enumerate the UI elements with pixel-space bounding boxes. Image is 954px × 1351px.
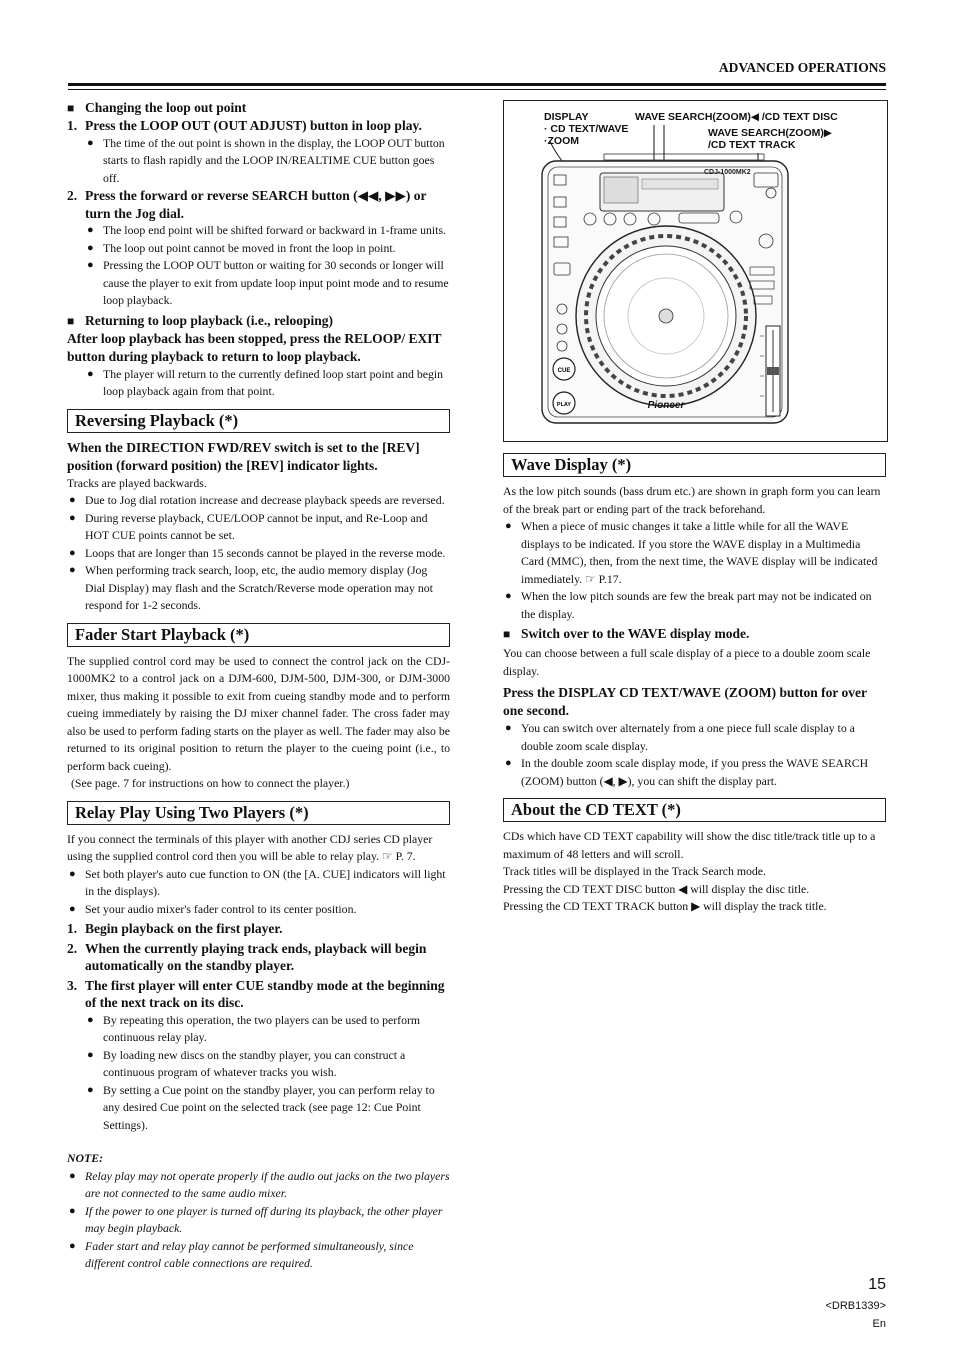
list-item: ● Set your audio mixer's fader control to its center position. [67,901,450,919]
note-list [67,1168,450,1273]
list-item: ● By setting a Cue point on the standby player, you can perform relay to any desired Cue point on the selected track (see page 12: Cue Point Settings). [85,1082,450,1135]
relay-step-3: 3. The first player will enter CUE standby mode at the beginning of the next track on its disc. [67,977,445,1010]
list-item: ● By loading new discs on the standby player, you can construct a continuous program of whatever tracks you wish. [85,1047,450,1082]
cdj-panel-drawing [504,101,887,441]
cdtext-line-4: Pressing the CD TEXT TRACK button ▶ will display the track title. [503,899,827,913]
list-item: ● Set both player's auto cue function to ON (the [A. CUE] indicators will light in the displays). [67,866,450,901]
header-rule-thick [68,83,886,86]
list-item: ● When a piece of music changes it take a little while for all the WAVE displays to be indicated. If you store the WAVE display in a Multimedia Card (MMC), then, from the next time, the WAVE display will be indicated immediately. ☞ P.17. [503,518,886,588]
callout-wave-right: WAVE SEARCH(ZOOM)▶ /CD TEXT TRACK [708,127,832,151]
list-item: ● Pressing the LOOP OUT button or waiting for 30 seconds or longer will cause the player to exit from update loop input point mode and to resume loop playback. [85,257,450,310]
callout-wave-left: WAVE SEARCH(ZOOM)◀ /CD TEXT DISC [635,111,838,123]
loop-out-step-1-bullets [67,135,450,188]
list-item: ● In the double zoom scale display mode, if you press the WAVE SEARCH (ZOOM) button (◀, ▶), you can shift the display part. [503,755,886,790]
cdtext-line-3: Pressing the CD TEXT DISC button ◀ will display the disc title. [503,881,810,896]
wave-switch-heading: ■ Switch over to the WAVE display mode. [503,625,886,643]
reversing-text: Tracks are played backwards. [67,475,207,490]
list-item: ● The loop end point will be shifted forward or backward in 1-frame units. [85,222,450,240]
model-label: CDJ-1000MK2 [704,169,751,176]
cdtext-line-2: Track titles will be displayed in the Track Search mode. [503,864,766,878]
play-button-label: PLAY [556,402,572,408]
reloop-instruction: After loop playback has been stopped, press the RELOOP/ EXIT button during playback to return to loop playback. [67,330,442,364]
relay-step-bullets [67,1012,450,1135]
reloop-heading: ■ Returning to loop playback (i.e., relooping) [67,312,450,330]
relay-step-1: 1. Begin playback on the first player. [67,921,283,936]
cdj-panel-figure [503,100,888,442]
right-column [503,100,886,916]
reversing-lead: When the DIRECTION FWD/REV switch is set to the [REV] position (forward position) the [REV] indicator lights. [67,439,420,473]
wave-bullets [503,518,886,623]
left-column [67,99,450,1273]
section-title-reversing: Reversing Playback (*) [67,409,450,433]
callout-display: DISPLAY · CD TEXT/WAVE ·ZOOM [544,111,629,147]
list-item: ● You can switch over alternately from a one piece full scale display to a double zoom scale display. [503,720,886,755]
list-item: ● Loops that are longer than 15 seconds cannot be played in the reverse mode. [67,545,450,563]
list-item: ● Due to Jog dial rotation increase and decrease playback speeds are reversed. [67,492,450,510]
relay-step-2: 2. When the currently playing track ends, playback will begin automatically on the standby player. [67,940,427,973]
loop-out-step-2-bullets [67,222,450,310]
list-item: ● Fader start and relay play cannot be performed simultaneously, since different control cable connections are required. [67,1238,450,1273]
language-label: En [872,1318,886,1330]
header-rule-thin [68,89,886,90]
fader-note: (See page. 7 for instructions on how to connect the player.) [71,776,350,790]
list-item: ● During reverse playback, CUE/LOOP cannot be input, and Re-Loop and HOT CUE points cannot be set. [67,510,450,545]
cdtext-line-1: CDs which have CD TEXT capability will show the disc title/track title up to a maximum of 48 letters and will scroll. [503,829,876,861]
document-code: <DRB1339> [825,1300,886,1312]
list-item: ● The loop out point cannot be moved in front the loop in point. [85,240,450,258]
list-item: ● If the power to one player is turned off during its playback, the other player may begin playback. [67,1203,450,1238]
loop-out-step-1: 1. Press the LOOP OUT (OUT ADJUST) button in loop play. [67,118,422,133]
cue-button-label: CUE [557,368,571,374]
relay-bullets [67,866,450,919]
wave-bullets-2 [503,720,886,790]
page-number: 15 [868,1276,886,1293]
brand-logo: Pioneer [647,400,685,411]
wave-switch-text: You can choose between a full scale display of a piece to a double zoom scale display. [503,646,871,678]
list-item: ● The player will return to the currently defined loop start point and begin loop playback again from that point. [85,366,450,401]
note-label: NOTE: [67,1151,104,1165]
page-header-title: ADVANCED OPERATIONS [718,60,886,75]
loop-out-step-2: 2. Press the forward or reverse SEARCH button (◀◀, ▶▶) or turn the Jog dial. [67,188,427,221]
relay-text: If you connect the terminals of this player with another CDJ series CD player using the supplied control cord then you will be able to relay play. ☞ P. 7. [67,831,433,863]
list-item: ● When the low pitch sounds are few the break part may not be indicated on the display. [503,588,886,623]
loop-out-heading: ■ Changing the loop out point [67,99,450,117]
reversing-bullets [67,492,450,615]
list-item: ● Relay play may not operate properly if the audio out jacks on the two players are not connected to the same audio mixer. [67,1168,450,1203]
wave-text: As the low pitch sounds (bass drum etc.) are shown in graph form you can learn of the break part or ending part of the track beforehand. [503,484,881,516]
section-title-cd-text: About the CD TEXT (*) [503,798,886,822]
wave-instruction: Press the DISPLAY CD TEXT/WAVE (ZOOM) button for over one second. [503,685,867,718]
list-item: ● By repeating this operation, the two players can be used to perform continuous relay play. [85,1012,450,1047]
section-title-wave-display: Wave Display (*) [503,453,886,477]
reloop-bullets [67,366,450,401]
list-item: ● When performing track search, loop, etc, the audio memory display (Jog Dial Display) may flash and the Scratch/Reverse mode operation may not respond for 1-2 seconds. [67,562,450,615]
section-title-relay-play: Relay Play Using Two Players (*) [67,801,450,825]
section-title-fader-start: Fader Start Playback (*) [67,623,450,647]
fader-text: The supplied control cord may be used to connect the control jack on the CDJ-1000MK2 to a control jack on a DJM-600, DJM-500, DJM-300, or DJM-3000 mixer, thus making it possible to exit from cueing standby mode and to perform cueing immediately by raising the DJ mixer channel fader. The cross fader may also be used to perform fading starts on the player as well. The fader may also be returned to its original position to return the player to the cueing point (i.e., to perform back cueing). [67,653,450,773]
list-item: ● The time of the out point is shown in the display, the LOOP OUT button starts to flash rapidly and the LOOP IN/REALTIME CUE button goes off. [85,135,450,188]
